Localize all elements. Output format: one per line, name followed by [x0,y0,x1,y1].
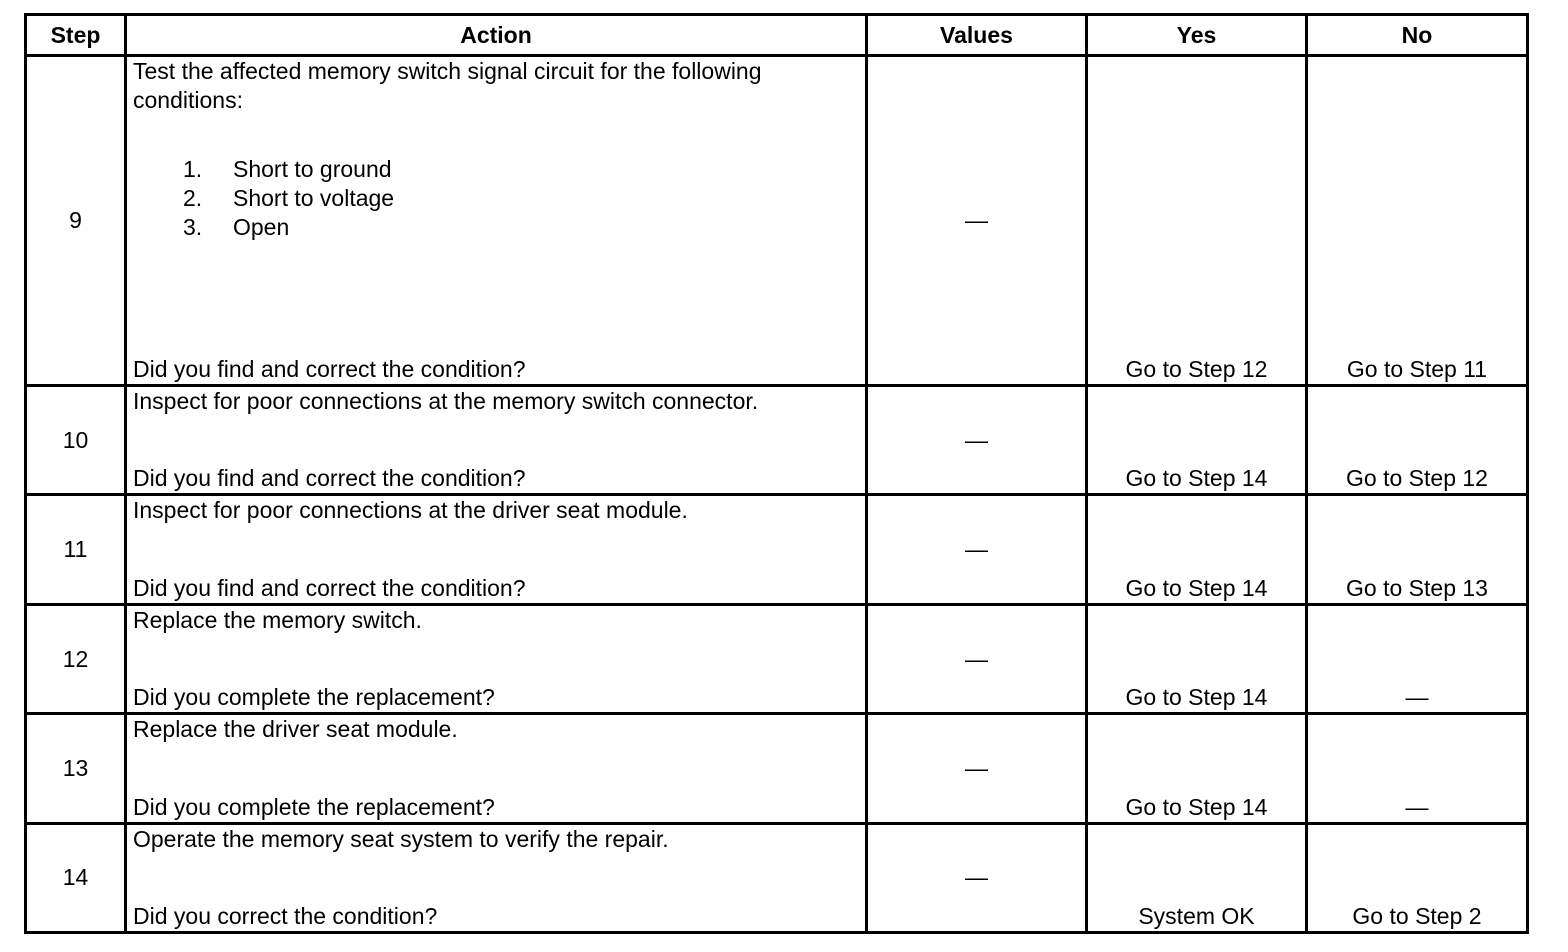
yes-cell: Go to Step 14 [1087,495,1307,604]
no-cell: Go to Step 12 [1307,386,1528,495]
yes-cell: System OK [1087,823,1307,932]
values-cell: — [867,386,1087,495]
action-text: Operate the memory seat system to verify the repair. [133,825,669,852]
list-text: Short to ground [233,156,392,182]
step-number: 13 [26,714,126,823]
action-cell [126,56,867,386]
header-action: Action [126,15,867,56]
table-row [26,386,1528,495]
list-number: 1. [183,156,203,182]
action-question: Did you find and correct the condition? [133,574,526,601]
list-item [183,184,859,213]
no-cell: Go to Step 13 [1307,495,1528,604]
yes-cell: Go to Step 14 [1087,386,1307,495]
action-question: Did you find and correct the condition? [133,465,526,492]
action-cell [126,386,867,495]
table-row [26,714,1528,823]
values-cell: — [867,714,1087,823]
action-question: Did you correct the condition? [133,903,438,929]
step-number: 14 [26,823,126,932]
values-cell: — [867,56,1087,386]
step-number: 9 [26,56,126,386]
yes-cell: Go to Step 14 [1087,604,1307,713]
action-cell [126,604,867,713]
table-row [26,604,1528,713]
values-cell: — [867,823,1087,932]
list-item [183,213,859,242]
list-text: Short to voltage [233,185,395,211]
values-cell: — [867,495,1087,604]
action-text: Inspect for poor connections at the memory switch connector. [133,388,759,415]
action-text: Inspect for poor connections at the driver seat module. [133,497,688,524]
yes-cell: Go to Step 14 [1087,714,1307,823]
no-cell: — [1307,714,1528,823]
values-cell: — [867,604,1087,713]
no-cell: Go to Step 11 [1307,56,1528,386]
step-number: 12 [26,604,126,713]
diagnostic-table [24,13,1529,934]
table-row [26,56,1528,386]
list-number: 3. [183,214,203,240]
action-cell [126,495,867,604]
header-yes: Yes [1087,15,1307,56]
action-question: Did you complete the replacement? [133,684,495,711]
list-item [183,155,859,184]
header-no: No [1307,15,1528,56]
action-cell [126,714,867,823]
step-number: 10 [26,386,126,495]
header-values: Values [867,15,1087,56]
yes-cell: Go to Step 12 [1087,56,1307,386]
header-step: Step [26,15,126,56]
table-row [26,495,1528,604]
action-cell [126,823,867,932]
no-cell: — [1307,604,1528,713]
no-cell: Go to Step 2 [1307,823,1528,932]
list-text: Open [233,214,290,240]
action-question: Did you complete the replacement? [133,793,495,820]
conditions-list [133,155,859,242]
action-question: Did you find and correct the condition? [133,356,526,383]
list-number: 2. [183,185,203,211]
action-text: Replace the memory switch. [133,606,422,633]
header-row [26,15,1528,56]
action-text: Replace the driver seat module. [133,716,458,743]
table-row [26,823,1528,932]
action-text: Test the affected memory switch signal circuit for the following conditions: [133,58,762,113]
step-number: 11 [26,495,126,604]
